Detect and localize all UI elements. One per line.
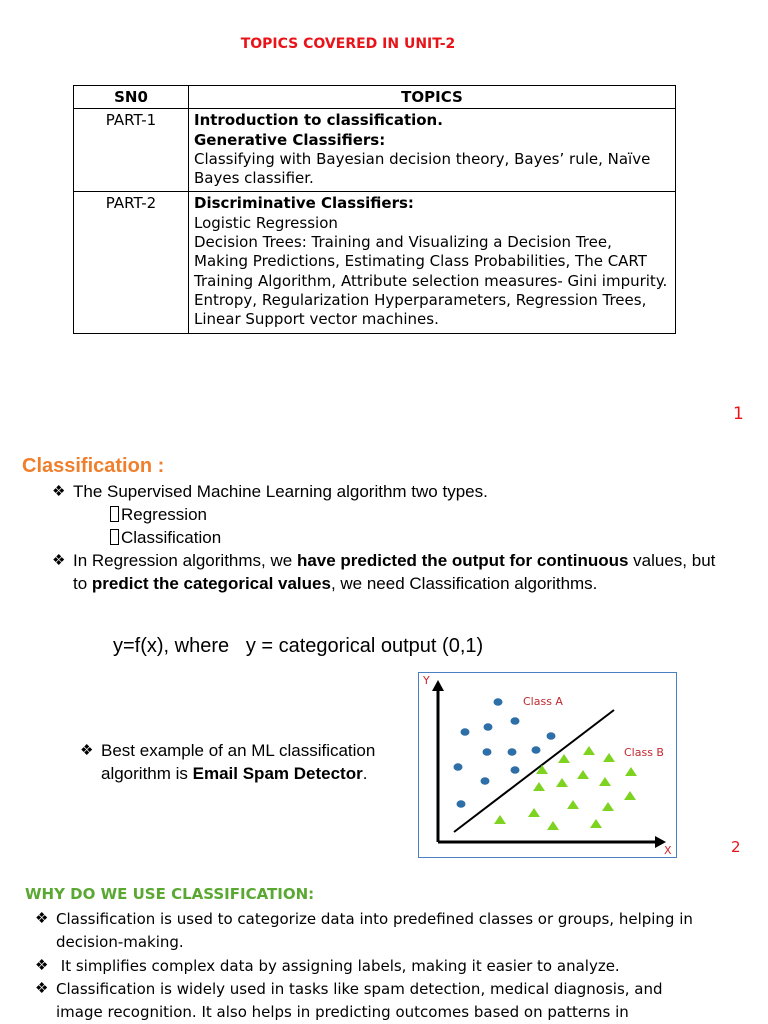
why-heading: WHY DO WE USE CLASSIFICATION:: [25, 885, 315, 903]
diamond-bullet-icon: ❖: [80, 742, 94, 759]
part-label: PART-1: [74, 109, 189, 192]
class-b-label: Class B: [624, 746, 664, 759]
page-number: 1: [733, 404, 744, 424]
unit-title: TOPICS COVERED IN UNIT-2: [240, 36, 456, 52]
column-header-topics: TOPICS: [189, 86, 676, 109]
topics-cell: [189, 192, 676, 333]
class-a-point: [511, 766, 520, 774]
class-a-label: Class A: [523, 695, 563, 708]
topic-line: Discriminative Classifiers:: [194, 194, 414, 213]
sub-item: Classification: [110, 526, 221, 549]
x-axis-label: X: [664, 844, 672, 857]
table-row: [74, 192, 676, 333]
page-number: 2: [731, 838, 741, 856]
diamond-bullet-icon: ❖: [52, 552, 66, 569]
class-a-point: [481, 777, 490, 785]
table-header-row: [74, 86, 676, 109]
topic-line: Entropy, Regularization Hyperparameters, Regression Trees, Linear Support vector machines.: [194, 290, 647, 329]
why-bullet-text: Classification is used to categorize data into predefined classes or groups, helping in decision-making.: [56, 910, 693, 951]
topic-line: Classifying with Bayesian decision theory, Bayes’ rule, Naïve Bayes classifier.: [194, 149, 651, 188]
diamond-bullet-icon: ❖: [35, 957, 49, 974]
bullet-text: In Regression algorithms, we have predicted the output for continuous values, but to predict the categorical values, we need Classification algorithms.: [73, 551, 716, 593]
topic-line: Introduction to classification.: [194, 111, 443, 130]
class-a-point: [484, 723, 493, 731]
column-header-sno: SN0: [74, 86, 189, 109]
class-a-point: [483, 748, 492, 756]
part-label: PART-2: [74, 192, 189, 333]
why-bullet-text: It simplifies complex data by assigning labels, making it easier to analyze.: [56, 957, 620, 975]
class-a-point: [454, 763, 463, 771]
class-a-point: [457, 800, 466, 808]
diamond-bullet-icon: ❖: [52, 483, 66, 500]
why-bullet-text: Classification is widely used in tasks like spam detection, medical diagnosis, and image recognition. It also helps in predicting outcomes based on patterns in: [56, 980, 663, 1021]
topic-line: Logistic Regression: [194, 213, 338, 232]
bullet-text: The Supervised Machine Learning algorithm two types.: [73, 482, 488, 501]
box-icon: [110, 506, 119, 522]
class-a-point: [532, 746, 541, 754]
classification-heading: Classification :: [22, 455, 165, 477]
sub-item: Regression: [110, 503, 207, 526]
formula: y=f(x), where y = categorical output (0,1): [113, 635, 484, 657]
y-axis-label: Y: [423, 674, 430, 687]
topic-line: Generative Classifiers:: [194, 130, 386, 149]
class-a-point: [547, 732, 556, 740]
class-a-point: [461, 728, 470, 736]
diamond-bullet-icon: ❖: [35, 910, 49, 927]
example-text: Best example of an ML classification algorithm is Email Spam Detector.: [101, 741, 376, 783]
class-a-point: [494, 698, 503, 706]
box-icon: [110, 529, 119, 545]
table-row: [74, 109, 676, 192]
topics-cell: [189, 109, 676, 192]
topics-table: [73, 85, 676, 334]
class-a-point: [508, 748, 517, 756]
class-a-point: [511, 717, 520, 725]
topic-line: Decision Trees: Training and Visualizing a Decision Tree, Making Predictions, Estimating Class Probabilities, The CART Training Algorithm, Attribute selection measures- Gini impurity.: [194, 233, 668, 290]
classification-figure: [418, 672, 677, 858]
diamond-bullet-icon: ❖: [35, 980, 49, 997]
